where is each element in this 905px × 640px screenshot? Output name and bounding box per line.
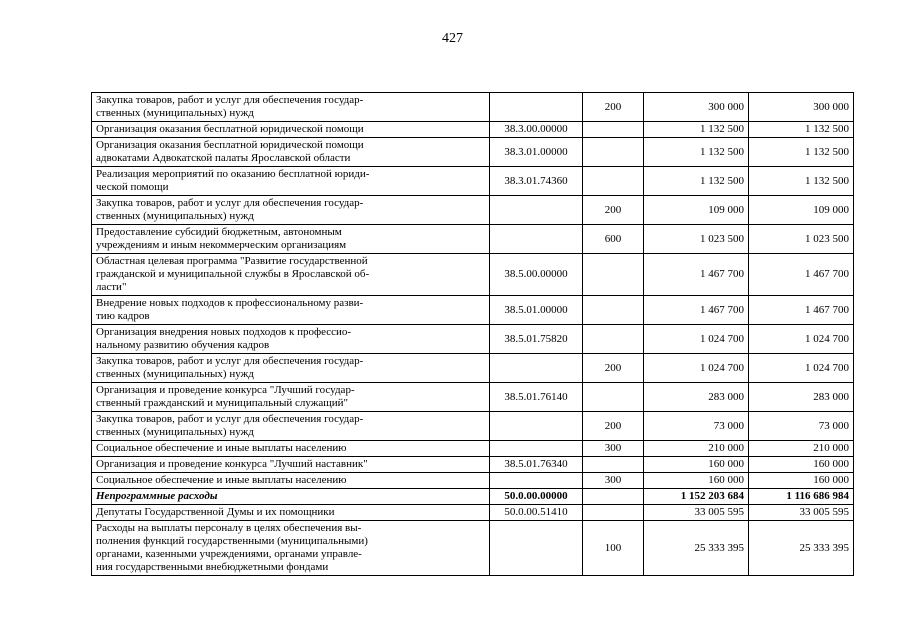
table-row <box>92 505 854 521</box>
target-article-cell: 38.5.01.75820 <box>490 325 583 354</box>
item-name-cell: Закупка товаров, работ и услуг для обеспечения государ- ственных (муниципальных) нужд <box>92 196 490 225</box>
amount-year-1-cell: 1 467 700 <box>644 296 749 325</box>
expense-type-cell <box>583 254 644 296</box>
table-row <box>92 489 854 505</box>
table-row <box>92 354 854 383</box>
amount-year-1-cell: 109 000 <box>644 196 749 225</box>
page-number: 427 <box>442 31 463 46</box>
expense-type-cell: 600 <box>583 225 644 254</box>
table-row <box>92 457 854 473</box>
expense-type-cell: 200 <box>583 354 644 383</box>
table-row <box>92 138 854 167</box>
item-name-cell: Организация и проведение конкурса "Лучший государ- ственный гражданский и муниципальный служащий" <box>92 383 490 412</box>
target-article-cell <box>490 412 583 441</box>
target-article-cell <box>490 441 583 457</box>
amount-year-1-cell: 1 132 500 <box>644 122 749 138</box>
item-name-cell: Предоставление субсидий бюджетным, автономным учреждениям и иным некоммерческим организациям <box>92 225 490 254</box>
amount-year-1-cell: 33 005 595 <box>644 505 749 521</box>
budget-table <box>91 92 854 576</box>
table-row <box>92 383 854 412</box>
amount-year-2-cell: 160 000 <box>749 473 854 489</box>
budget-table-body <box>92 93 854 576</box>
table-row <box>92 196 854 225</box>
amount-year-2-cell: 1 024 700 <box>749 354 854 383</box>
amount-year-2-cell: 1 023 500 <box>749 225 854 254</box>
amount-year-1-cell: 73 000 <box>644 412 749 441</box>
item-name-cell: Реализация мероприятий по оказанию бесплатной юриди- ческой помощи <box>92 167 490 196</box>
expense-type-cell <box>583 457 644 473</box>
expense-type-cell: 300 <box>583 473 644 489</box>
expense-type-cell: 200 <box>583 196 644 225</box>
expense-type-cell: 200 <box>583 412 644 441</box>
target-article-cell: 50.0.00.51410 <box>490 505 583 521</box>
item-name-cell: Организация оказания бесплатной юридической помощи адвокатами Адвокатской палаты Ярославской области <box>92 138 490 167</box>
item-name-cell: Закупка товаров, работ и услуг для обеспечения государ- ственных (муниципальных) нужд <box>92 412 490 441</box>
item-name-cell: Депутаты Государственной Думы и их помощники <box>92 505 490 521</box>
target-article-cell <box>490 93 583 122</box>
amount-year-2-cell: 25 333 395 <box>749 521 854 576</box>
expense-type-cell <box>583 505 644 521</box>
table-row <box>92 441 854 457</box>
amount-year-1-cell: 1 023 500 <box>644 225 749 254</box>
item-name-cell: Непрограммные расходы <box>92 489 490 505</box>
amount-year-1-cell: 1 467 700 <box>644 254 749 296</box>
amount-year-1-cell: 1 132 500 <box>644 167 749 196</box>
expense-type-cell <box>583 122 644 138</box>
item-name-cell: Закупка товаров, работ и услуг для обеспечения государ- ственных (муниципальных) нужд <box>92 354 490 383</box>
table-row <box>92 167 854 196</box>
table-row <box>92 122 854 138</box>
target-article-cell <box>490 225 583 254</box>
amount-year-2-cell: 160 000 <box>749 457 854 473</box>
amount-year-2-cell: 1 132 500 <box>749 167 854 196</box>
target-article-cell: 38.5.01.00000 <box>490 296 583 325</box>
target-article-cell <box>490 196 583 225</box>
amount-year-1-cell: 300 000 <box>644 93 749 122</box>
amount-year-2-cell: 300 000 <box>749 93 854 122</box>
expense-type-cell <box>583 383 644 412</box>
amount-year-2-cell: 33 005 595 <box>749 505 854 521</box>
expense-type-cell: 300 <box>583 441 644 457</box>
expense-type-cell: 200 <box>583 93 644 122</box>
amount-year-1-cell: 25 333 395 <box>644 521 749 576</box>
amount-year-2-cell: 1 132 500 <box>749 122 854 138</box>
item-name-cell: Внедрение новых подходов к профессиональному разви- тию кадров <box>92 296 490 325</box>
target-article-cell: 38.3.01.00000 <box>490 138 583 167</box>
target-article-cell: 38.5.01.76340 <box>490 457 583 473</box>
expense-type-cell <box>583 325 644 354</box>
table-row <box>92 473 854 489</box>
amount-year-2-cell: 73 000 <box>749 412 854 441</box>
table-row <box>92 521 854 576</box>
amount-year-2-cell: 283 000 <box>749 383 854 412</box>
amount-year-1-cell: 1 024 700 <box>644 354 749 383</box>
expense-type-cell <box>583 138 644 167</box>
item-name-cell: Социальное обеспечение и иные выплаты населению <box>92 473 490 489</box>
target-article-cell: 38.3.01.74360 <box>490 167 583 196</box>
expense-type-cell <box>583 489 644 505</box>
table-row <box>92 325 854 354</box>
amount-year-1-cell: 1 024 700 <box>644 325 749 354</box>
item-name-cell: Социальное обеспечение и иные выплаты населению <box>92 441 490 457</box>
item-name-cell: Областная целевая программа "Развитие государственной гражданской и муниципальной службы в Ярославской об- ласти" <box>92 254 490 296</box>
expense-type-cell <box>583 296 644 325</box>
expense-type-cell <box>583 167 644 196</box>
amount-year-1-cell: 1 132 500 <box>644 138 749 167</box>
amount-year-2-cell: 1 024 700 <box>749 325 854 354</box>
target-article-cell: 38.5.00.00000 <box>490 254 583 296</box>
item-name-cell: Организация внедрения новых подходов к профессио- нальному развитию обучения кадров <box>92 325 490 354</box>
item-name-cell: Расходы на выплаты персоналу в целях обеспечения вы- полнения функций государственными (муниципальными) органами, казенными учреждениями, органами управле- ния государственными внебюджетными фондами <box>92 521 490 576</box>
target-article-cell: 38.5.01.76140 <box>490 383 583 412</box>
amount-year-2-cell: 109 000 <box>749 196 854 225</box>
amount-year-1-cell: 283 000 <box>644 383 749 412</box>
amount-year-2-cell: 1 116 686 984 <box>749 489 854 505</box>
table-row <box>92 296 854 325</box>
amount-year-2-cell: 1 132 500 <box>749 138 854 167</box>
table-row <box>92 254 854 296</box>
table-row <box>92 412 854 441</box>
target-article-cell: 50.0.00.00000 <box>490 489 583 505</box>
target-article-cell <box>490 473 583 489</box>
amount-year-1-cell: 1 152 203 684 <box>644 489 749 505</box>
target-article-cell <box>490 521 583 576</box>
expense-type-cell: 100 <box>583 521 644 576</box>
item-name-cell: Организация и проведение конкурса "Лучший наставник" <box>92 457 490 473</box>
amount-year-1-cell: 160 000 <box>644 473 749 489</box>
amount-year-1-cell: 160 000 <box>644 457 749 473</box>
table-row <box>92 93 854 122</box>
amount-year-1-cell: 210 000 <box>644 441 749 457</box>
item-name-cell: Закупка товаров, работ и услуг для обеспечения государ- ственных (муниципальных) нужд <box>92 93 490 122</box>
amount-year-2-cell: 1 467 700 <box>749 296 854 325</box>
item-name-cell: Организация оказания бесплатной юридической помощи <box>92 122 490 138</box>
target-article-cell: 38.3.00.00000 <box>490 122 583 138</box>
amount-year-2-cell: 1 467 700 <box>749 254 854 296</box>
target-article-cell <box>490 354 583 383</box>
table-row <box>92 225 854 254</box>
amount-year-2-cell: 210 000 <box>749 441 854 457</box>
